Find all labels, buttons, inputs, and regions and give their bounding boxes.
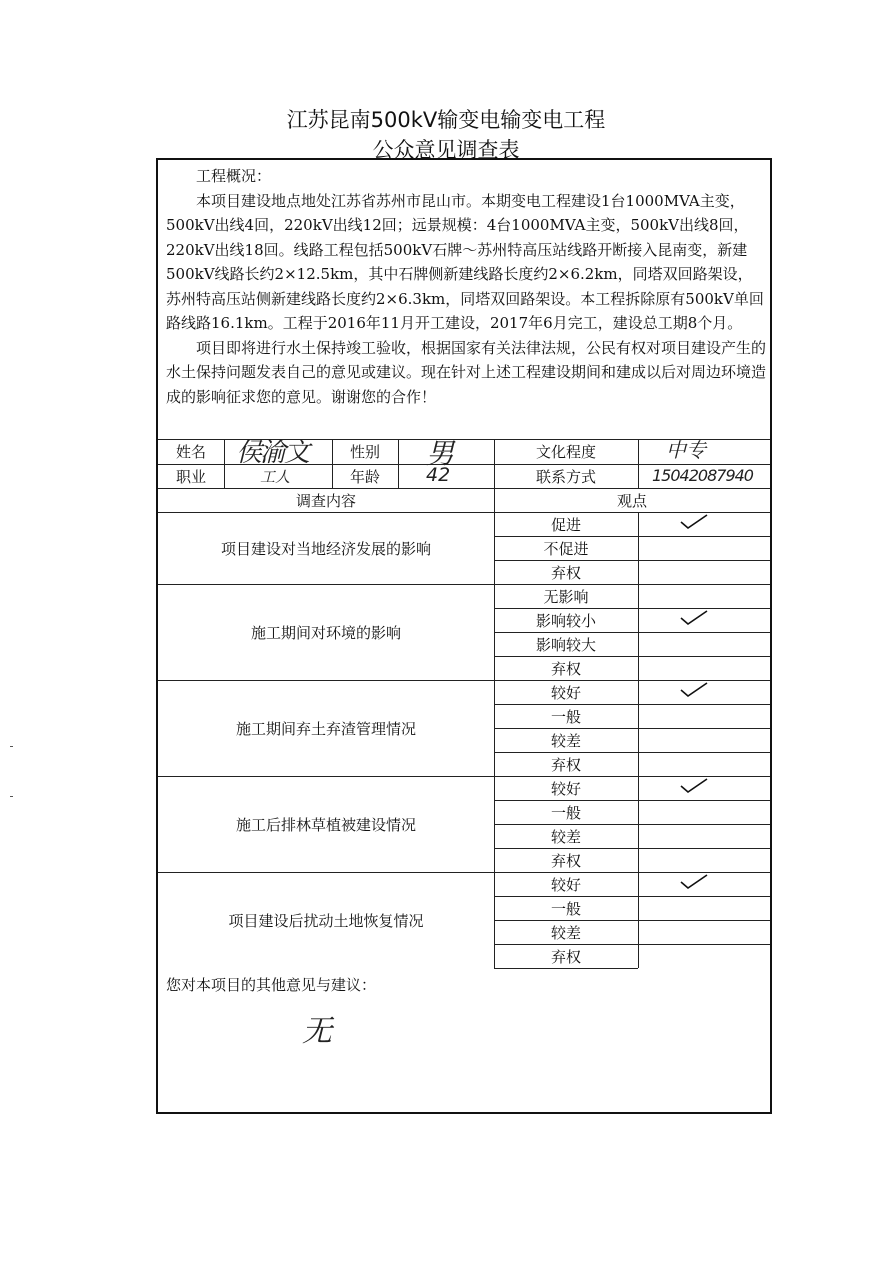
grid-line: [494, 824, 770, 825]
question-text: 施工期间弃土弃渣管理情况: [235, 719, 416, 738]
check-mark-icon: [680, 514, 708, 530]
grid-line: [494, 560, 770, 561]
option-label: 无影响: [543, 587, 589, 606]
check-mark-icon: [680, 682, 708, 698]
education-label: 文化程度: [535, 443, 596, 461]
name-label: 姓名: [175, 443, 206, 461]
age-label: 年龄: [349, 467, 380, 486]
other-suggestions-value: 无: [302, 1014, 332, 1049]
option-label: 影响较小: [535, 611, 596, 630]
grid-line: [494, 848, 770, 849]
other-suggestions-label: 您对本项目的其他意见与建议：: [166, 976, 377, 994]
grid-line: [494, 968, 638, 969]
grid-line: [398, 439, 399, 488]
option-label: 较好: [550, 683, 581, 702]
option-label: 弃权: [550, 755, 581, 774]
grid-line: [494, 704, 770, 705]
opinion-header: 观点: [616, 491, 647, 510]
grid-line: [494, 536, 770, 537]
overview-paragraph-1: 本项目建设地点地处江苏省苏州市昆山市。本期变电工程建设1台1000MVA主变，500kV出线4回，220kV出线12回；远景规模：4台1000MVA主变，500kV出线8回，220kV出线18回。线路工程包括500kV石牌～苏州特高压站线路开断接入昆南变，新建500kV线路长约2×12.5km，其中石牌侧新建线路长度约2×6.2km，同塔双回路架设，苏州特高压站侧新建线路长度约2×6.3km，同塔双回路架设。本工程拆除原有500kV单回路线路16.1km。工程于2016年11月开工建设，2017年6月完工，建设总工期8个月。: [166, 191, 764, 332]
content-header: 调查内容: [295, 491, 356, 510]
grid-line: [494, 656, 770, 657]
option-label: 弃权: [550, 947, 581, 966]
option-label: 较差: [550, 731, 581, 750]
education-value: 中专: [666, 438, 706, 462]
option-label: 弃权: [550, 851, 581, 870]
grid-line: [494, 632, 770, 633]
check-mark-icon: [680, 610, 708, 626]
option-label: 较好: [550, 875, 581, 894]
form-title: 江苏昆南500kV输变电输变电工程: [286, 108, 606, 132]
overview-paragraph-2: 项目即将进行水土保持竣工验收，根据国家有关法律法规，公民有权对项目建设产生的水土保持问题发表自己的意见或建议。现在针对上述工程建设期间和建成以后对周边环境造成的影响征求您的意见。谢谢您的合作！: [166, 338, 767, 406]
overview-heading: 工程概况：: [196, 167, 272, 185]
option-label: 一般: [550, 899, 581, 918]
gender-label: 性别: [349, 443, 380, 461]
age-value: 42: [426, 464, 451, 486]
name-value: 侯渝文: [236, 438, 309, 468]
contact-value: 15042087940: [652, 466, 753, 485]
grid-line: [494, 920, 770, 921]
option-label: 一般: [550, 707, 581, 726]
option-label: 较差: [550, 923, 581, 942]
question-text: 施工后排林草植被建设情况: [235, 815, 416, 834]
grid-line: [494, 608, 770, 609]
gender-value: 男: [426, 437, 455, 470]
question-text: 项目建设后扰动土地恢复情况: [228, 911, 424, 930]
grid-line: [224, 439, 225, 488]
option-label: 较差: [550, 827, 581, 846]
option-label: 弃权: [550, 659, 581, 678]
check-mark-icon: [680, 778, 708, 794]
option-label: 影响较大: [535, 635, 596, 654]
grid-line: [494, 800, 770, 801]
survey-form: [156, 158, 772, 1114]
grid-line: [494, 752, 770, 753]
grid-line: [494, 944, 770, 945]
occupation-value: 工人: [260, 468, 291, 486]
grid-line: [494, 896, 770, 897]
question-text: 项目建设对当地经济发展的影响: [220, 539, 431, 558]
option-label: 较好: [550, 779, 581, 798]
option-label: 促进: [550, 515, 581, 534]
occupation-label: 职业: [175, 467, 206, 486]
grid-line: [638, 439, 639, 488]
option-label: 不促进: [543, 539, 589, 558]
question-text: 施工期间对环境的影响: [250, 623, 401, 642]
option-label: 一般: [550, 803, 581, 822]
grid-line: [638, 512, 639, 584]
option-label: 弃权: [550, 563, 581, 582]
grid-line: [494, 728, 770, 729]
check-mark-icon: [680, 874, 708, 890]
project-overview: [166, 164, 766, 409]
form-subtitle: 公众意见调查表: [372, 138, 520, 162]
contact-label: 联系方式: [535, 467, 596, 486]
